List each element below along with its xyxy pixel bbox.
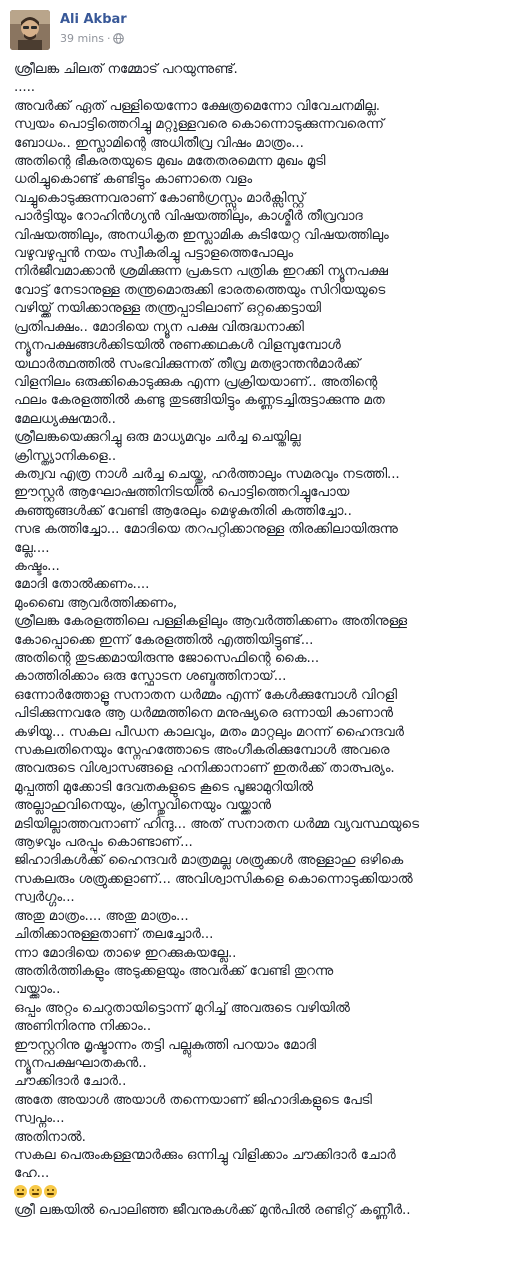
post-timestamp[interactable]: 39 mins (60, 32, 104, 45)
post-text-line: അതിന്റെ ഭീകരതയുടെ മുഖം മതേതരമെന്ന മുഖം മൂടി (14, 153, 326, 170)
post-text-line: ക്രിസ്ത്യാനികളെ.. (14, 447, 117, 464)
post-meta (60, 32, 124, 45)
post-text-line: വച്ചുകൊടുക്കുന്നവരാണ് കോൺഗ്രസ്സും മാർക്സിസ്റ്റ് (14, 189, 305, 206)
post-text-line: ഒന്നോർത്തോളൂ സനാതന ധർമ്മം എന്ന് കേൾക്കുമ്പോൾ വിറളി (14, 686, 397, 703)
post-text-line: ല്ലേ.... (14, 539, 50, 556)
post-text-line: സ്വപ്നം... (14, 1110, 65, 1127)
post-text-line: ജിഹാദികൾക്ക് ഹൈന്ദവർ മാത്രമല്ല ശത്രുക്കൾ അള്ളാഹു ഒഴികെ (14, 852, 404, 869)
post-text-line: ശ്രീലങ്ക ചിലത് നമ്മോട് പറയുന്നുണ്ട്. (14, 61, 238, 77)
post-text-line: നിർജീവമാക്കാൻ ശ്രമിക്കുന്ന പ്രകടന പത്രിക ഇറക്കി ന്യൂനപക്ഷ (14, 263, 388, 280)
post-text-line: കഷ്ടം... (14, 557, 60, 574)
post-text-line: യഥാർത്ഥത്തിൽ സംഭവിക്കുന്നത് തീവ്ര മതഭ്രാന്തൻമാർക്ക് (14, 355, 361, 372)
avatar-photo (10, 10, 50, 50)
post-text-line: ധരിച്ചുകൊണ്ട് കണ്ടിട്ടും കാണാതെ വളം (14, 171, 253, 188)
post-text-line: വഴുവഴുപ്പൻ നയം സ്വീകരിച്ചു പട്ടാളത്തെപോലും (14, 245, 294, 262)
post-text-line: കഴിയൂ... സകല പീഡന കാലവും, മതം മാറ്റലും മറന്ന് ഹൈന്ദവർ (14, 723, 404, 740)
post-text-line: ..... (14, 79, 35, 96)
globe-icon[interactable] (113, 33, 124, 44)
post-text-line: സകല പെരുംകള്ളന്മാർക്കും ഒന്നിച്ചു വിളിക്കാം ചൗക്കിദാർ ചോർ (14, 1146, 396, 1163)
post-text-line: കുഞ്ഞുങ്ങൾക്ക് വേണ്ടി ആരേലും മെഴുകുതിരി കത്തിച്ചോ.. (14, 502, 352, 519)
post-text-line: അവർക്ക് ഏത് പള്ളിയെന്നോ ക്ഷേത്രമെന്നോ വിവേചനമില്ല. (14, 97, 380, 114)
post-text-line: സകലരും ശത്രുക്കളാണ്... അവിശ്വാസികളെ കൊന്നൊടുക്കിയാൽ (14, 870, 413, 887)
post-text-line: മടിയില്ലാത്തവനാണ് ഹിന്ദു... അത് സനാതന ധർമ്മ വ്യവസ്ഥയുടെ (14, 815, 419, 832)
pensive-face-icon (44, 1185, 57, 1198)
pensive-face-icon (29, 1185, 42, 1198)
post-text-line: ബോധം.. ഇസ്ലാമിന്റെ അധിതീവ്ര വിഷം മാത്രം... (14, 134, 304, 151)
post-header (10, 10, 510, 50)
post-text-line: പിടിക്കുന്നവരേ ആ ധർമ്മത്തിനെ മനുഷ്യരെ ഒന്നായി കാണാൻ (14, 705, 393, 722)
post-text-line: മുംബൈ ആവർത്തിക്കണം, (14, 594, 178, 611)
post-text-line: സ്വയം പൊട്ടിത്തെറിച്ചു മറ്റുള്ളവരെ കൊന്നൊടുക്കുന്നവരെന്ന് (14, 116, 384, 133)
post-text-line: ന്യൂനപക്ഷങ്ങൾക്കിടയിൽ നുണക്കഥകൾ വിളമ്പുമ്പോൾ (14, 337, 341, 354)
post-text-line: ഈസ്റ്റർ ആഘോഷത്തിനിടയിൽ പൊട്ടിത്തെറിച്ചുപോയ (14, 484, 350, 501)
post-text-line: അതിന്റെ തുടക്കമായിരുന്നു ജോസെഫിന്റെ കൈ... (14, 650, 320, 666)
post-text-line: അതേ അയാൾ അയാൾ തന്നെയാണ് ജിഹാദികളുടെ പേടി (14, 1091, 372, 1108)
post-text-line: മുപ്പത്തി മുക്കോടി ദേവതകളുടെ കൂടെ പൂജാമുറിയിൽ (14, 778, 314, 795)
post-text-line: ന്നാ മോദിയെ താഴെ ഇറക്കുകയല്ലേ.. (14, 944, 237, 961)
post-text-line: പ്രതിപക്ഷം.. മോദിയെ ന്യൂന പക്ഷ വിരുദ്ധനാക്കി (14, 318, 304, 335)
post-text-line: ശ്രീ ലങ്കയിൽ പൊലിഞ്ഞ ജീവനുകൾക്ക് മുൻപിൽ രണ്ടിറ്റ് കണ്ണീർ.. (14, 1202, 411, 1219)
post-text-line: വിഷയത്തിലും, അനധികൃത ഇസ്ലാമിക കുടിയേറ്റ വിഷയത്തിലും (14, 226, 389, 243)
post-text-line: അവരുടെ വിശ്വാസങ്ങളെ ഹനിക്കാനാണ് ഇതർക്ക് താത്പര്യം. (14, 760, 395, 777)
post-text-line: ഫലം കേരളത്തിൽ കണ്ടു തുടങ്ങിയിട്ടും കണ്ണടച്ചിരുട്ടാക്കുന്നു മത (14, 392, 385, 409)
post-text-line: വഴിയ്ക്ക് നയിക്കാനുള്ള തന്ത്രപ്പാടിലാണ് ഒറ്റക്കെട്ടായി (14, 300, 321, 317)
post-text-line: പാർട്ടിയും റോഹിൻഗ്യൻ വിഷയത്തിലും, കാശ്മീർ തീവ്രവാദ (14, 208, 363, 225)
post-text-line: വിളനിലം ഒരുക്കികൊടുക്കുക എന്ന പ്രക്രിയയാണ്.. അതിന്റെ (14, 373, 378, 390)
post-text-line: കാത്തിരിക്കാം ഒരു സ്ഫോടന ശബ്ദത്തിനായ്... (14, 668, 287, 685)
post-text-line: അതിർത്തികളും അടുക്കളയും അവർക്ക് വേണ്ടി തുറന്നു (14, 962, 334, 979)
post-text-line: വോട്ട് നേടാനുള്ള തന്ത്രമൊരുക്കി ഭാരതത്തെയും സിറിയയുടെ (14, 281, 386, 298)
post-text-line: അതിനാൽ. (14, 1128, 86, 1145)
post-text-line: സഭ കത്തിച്ചോ... മോദിയെ തറപറ്റിക്കാനുള്ള തിരക്കിലായിരുന്നു (14, 521, 398, 538)
post-text-line: അല്ലാഹുവിനെയും, ക്രിസ്തുവിനെയും വയ്ക്കാൻ (14, 797, 271, 814)
post-text-line: വയ്ക്കാം.. (14, 981, 61, 998)
post-text-line: അണിനിരന്നു നിക്കാം.. (14, 1018, 152, 1035)
author-avatar[interactable] (10, 10, 50, 50)
pensive-face-icon (14, 1185, 27, 1198)
post-text-line: കോപ്പൊക്കെ ഇന്ന് കേരളത്തിൽ എത്തിയിട്ടുണ്ട്... (14, 631, 314, 648)
post-text-line: ഹേ... (14, 1165, 50, 1182)
post-text-line: ശ്രീലങ്കയെക്കുറിച്ചു ഒരു മാധ്യമവും ചർച്ച ചെയ്തില്ല (14, 429, 301, 446)
emoji-line (14, 1183, 514, 1201)
post-text-line: ആഴവും പരപ്പും കൊണ്ടാണ്... (14, 834, 193, 851)
post-text-line: ശ്രീലങ്ക കേരളത്തിലെ പള്ളികളിലും ആവർത്തിക്കണം അതിനുള്ള (14, 613, 408, 630)
post-text-line: മേലധ്യക്ഷന്മാർ.. (14, 410, 116, 427)
post-text-line: ചിതിക്കാനുള്ളതാണ് തലച്ചോർ... (14, 926, 214, 943)
post-text-line: അതു മാത്രം.... അതു മാത്രം... (14, 907, 189, 924)
post-text-line: സകലതിനെയും സ്നേഹത്തോടെ അംഗീകരിക്കുമ്പോൾ അവരെ (14, 742, 390, 759)
post-text-line: ചൗക്കിദാർ ചോർ.. (14, 1073, 127, 1090)
post-text-line: ഒപ്പം അറ്റം ചെറുതായിട്ടൊന്ന് മുറിച്ച് അവരുടെ വഴിയിൽ (14, 999, 350, 1016)
meta-separator: · (106, 32, 111, 45)
post-body (14, 60, 514, 1220)
post-text-line: കത്വവ എത്ര നാൾ ചർച്ച ചെയ്തു, ഹർത്താലും സമരവും നടത്തി... (14, 465, 400, 482)
post-text-line: ഈസ്റ്ററിനു മൃഷ്ടാന്നം തട്ടി പല്ലുകുത്തി പറയാം മോദി (14, 1036, 316, 1053)
post-text-line: ന്യൂനപക്ഷഘാതകൻ.. (14, 1054, 147, 1071)
author-name[interactable]: Ali Akbar (60, 12, 127, 27)
post-text-line: മോദി തോൽക്കണം.... (14, 576, 150, 593)
post-text-line: സ്വർഗ്ഗം... (14, 889, 75, 906)
